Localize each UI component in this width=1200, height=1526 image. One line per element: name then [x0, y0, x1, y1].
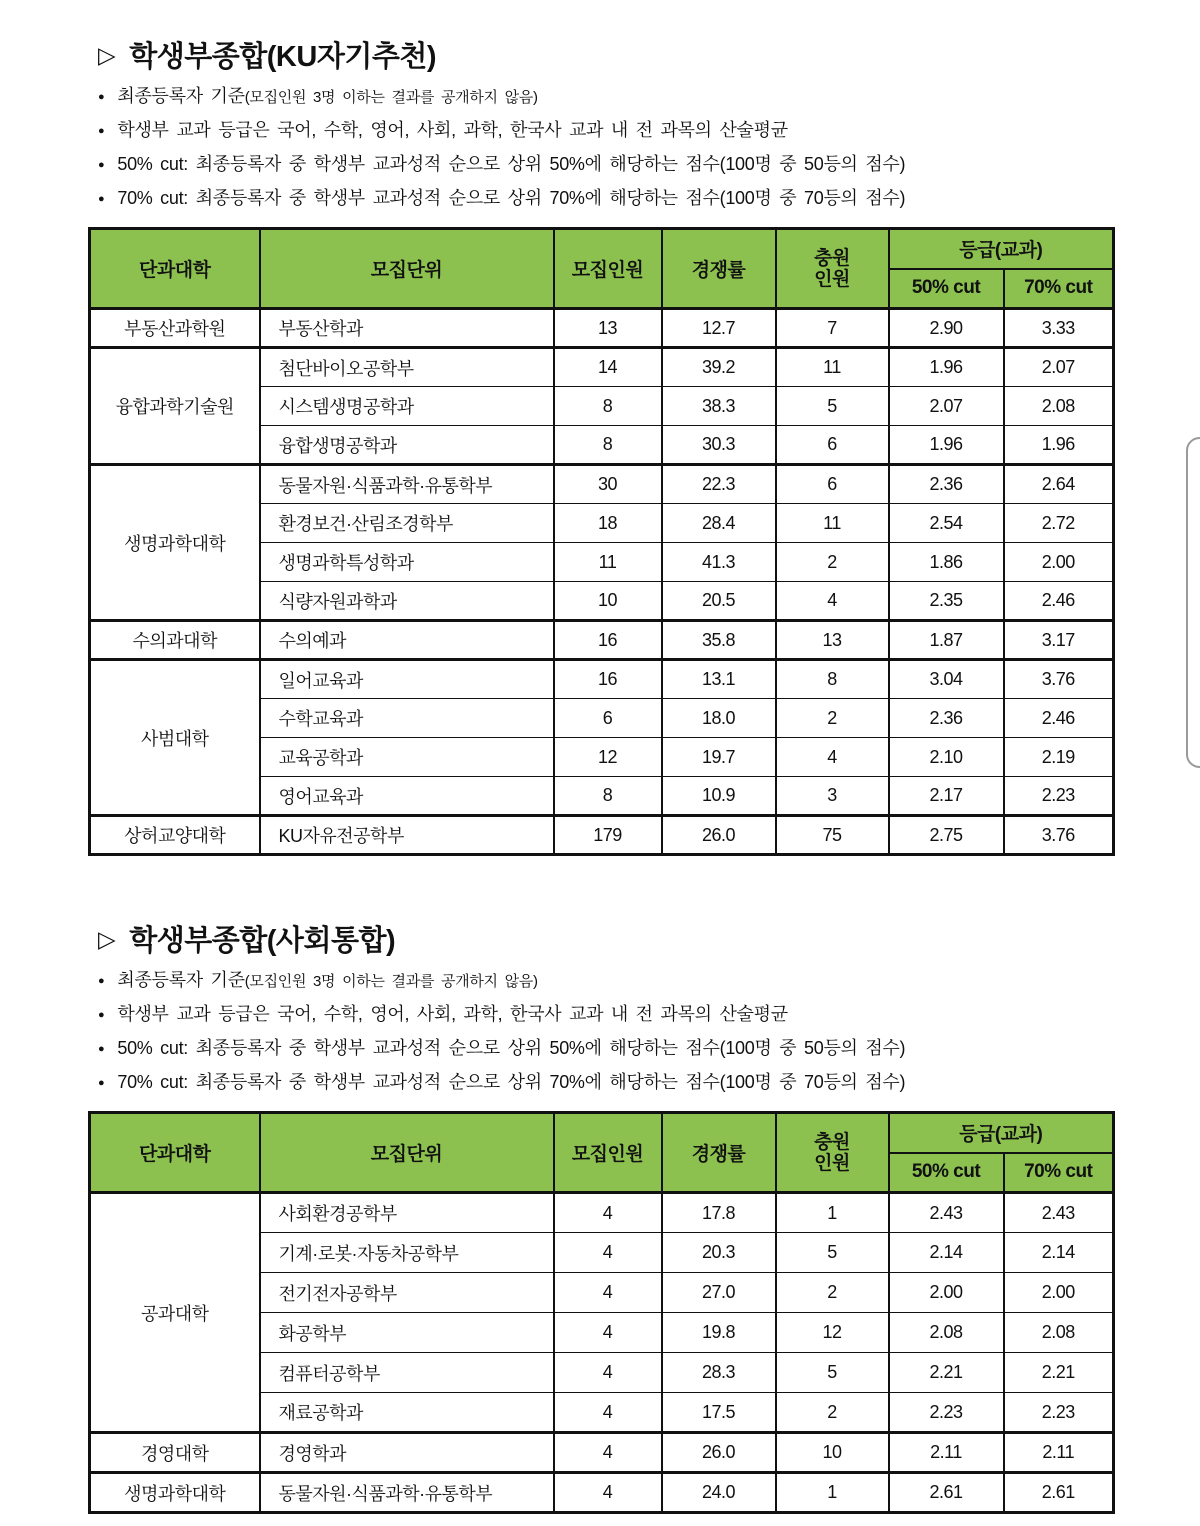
value-cell: 1.86 [889, 543, 1004, 582]
col-header-college: 단과대학 [90, 1113, 260, 1193]
section-ku-self-recommendation [0, 34, 1200, 856]
value-cell: 6 [776, 426, 889, 465]
value-cell: 18.0 [662, 699, 776, 738]
unit-cell: 수의예과 [260, 621, 554, 660]
col-header-cut50: 50% cut [889, 269, 1004, 309]
value-cell: 12 [554, 738, 662, 777]
value-cell: 2.00 [889, 1273, 1004, 1313]
value-cell: 2.08 [1004, 1313, 1114, 1353]
table-row [90, 1433, 1114, 1473]
value-cell: 4 [554, 1313, 662, 1353]
table-row [90, 465, 1114, 504]
college-cell: 부동산과학원 [90, 309, 260, 348]
value-cell: 19.8 [662, 1313, 776, 1353]
section-social-integration [0, 918, 1200, 1514]
section-title [98, 918, 1200, 959]
section-title [98, 34, 1200, 75]
value-cell: 41.3 [662, 543, 776, 582]
bullet-item [98, 187, 1200, 212]
bullet-item [98, 85, 1200, 110]
bullet-list [98, 969, 1200, 1096]
value-cell: 13 [554, 309, 662, 348]
value-cell: 4 [554, 1393, 662, 1433]
college-cell: 생명과학대학 [90, 465, 260, 621]
col-header-college: 단과대학 [90, 229, 260, 309]
value-cell: 17.5 [662, 1393, 776, 1433]
value-cell: 3.76 [1004, 660, 1114, 699]
value-cell: 24.0 [662, 1473, 776, 1513]
value-cell: 2.08 [889, 1313, 1004, 1353]
col-header-cut70: 70% cut [1004, 269, 1114, 309]
value-cell: 19.7 [662, 738, 776, 777]
value-cell: 2.14 [1004, 1233, 1114, 1273]
unit-cell: 사회환경공학부 [260, 1193, 554, 1233]
col-header-cut70: 70% cut [1004, 1153, 1114, 1193]
value-cell: 20.5 [662, 582, 776, 621]
table-header [90, 229, 1114, 309]
col-header-ratio: 경쟁률 [662, 1113, 776, 1193]
value-cell: 2.21 [889, 1353, 1004, 1393]
college-cell: 수의과대학 [90, 621, 260, 660]
col-header-extra: 충원 인원 [776, 1113, 889, 1193]
value-cell: 2.14 [889, 1233, 1004, 1273]
value-cell: 5 [776, 1233, 889, 1273]
value-cell: 8 [776, 660, 889, 699]
value-cell: 2.07 [889, 387, 1004, 426]
col-header-grade-group: 등급(교과) [889, 229, 1114, 269]
bullet-text: 70% cut: 최종등록자 중 학생부 교과성적 순으로 상위 70%에 해당하는 점수(100명 중 70등의 점수) [117, 188, 906, 208]
value-cell: 2.23 [1004, 777, 1114, 816]
value-cell: 14 [554, 348, 662, 387]
value-cell: 30.3 [662, 426, 776, 465]
value-cell: 1.87 [889, 621, 1004, 660]
value-cell: 26.0 [662, 1433, 776, 1473]
value-cell: 6 [776, 465, 889, 504]
value-cell: 11 [776, 504, 889, 543]
bullet-item [98, 1071, 1200, 1096]
unit-cell: 환경보건·산림조경학부 [260, 504, 554, 543]
unit-cell: 융합생명공학과 [260, 426, 554, 465]
table-row [90, 348, 1114, 387]
unit-cell: 첨단바이오공학부 [260, 348, 554, 387]
value-cell: 2.19 [1004, 738, 1114, 777]
value-cell: 2.64 [1004, 465, 1114, 504]
college-cell: 융합과학기술원 [90, 348, 260, 465]
value-cell: 13 [776, 621, 889, 660]
unit-cell: 경영학과 [260, 1433, 554, 1473]
value-cell: 2.36 [889, 699, 1004, 738]
unit-cell: 수학교육과 [260, 699, 554, 738]
value-cell: 2.07 [1004, 348, 1114, 387]
value-cell: 6 [554, 699, 662, 738]
value-cell: 3.76 [1004, 816, 1114, 855]
unit-cell: 전기전자공학부 [260, 1273, 554, 1313]
value-cell: 2.10 [889, 738, 1004, 777]
bullet-icon: ● [98, 1043, 105, 1055]
value-cell: 12.7 [662, 309, 776, 348]
value-cell: 2.00 [1004, 1273, 1114, 1313]
value-cell: 2.35 [889, 582, 1004, 621]
table-body [90, 1193, 1114, 1513]
bullet-item [98, 119, 1200, 144]
unit-cell: 동물자원·식품과학·유통학부 [260, 465, 554, 504]
bullet-icon: ● [98, 91, 105, 103]
admissions-table-ku [88, 227, 1115, 856]
value-cell: 11 [554, 543, 662, 582]
value-cell: 8 [554, 426, 662, 465]
bullet-item [98, 1037, 1200, 1062]
bullet-icon: ● [98, 1077, 105, 1089]
table-row [90, 621, 1114, 660]
value-cell: 1.96 [1004, 426, 1114, 465]
college-cell: 생명과학대학 [90, 1473, 260, 1513]
value-cell: 1.96 [889, 426, 1004, 465]
col-header-grade-group: 등급(교과) [889, 1113, 1114, 1153]
unit-cell: 동물자원·식품과학·유통학부 [260, 1473, 554, 1513]
unit-cell: 화공학부 [260, 1313, 554, 1353]
bullet-icon: ● [98, 125, 105, 137]
value-cell: 2.17 [889, 777, 1004, 816]
value-cell: 28.4 [662, 504, 776, 543]
value-cell: 4 [554, 1273, 662, 1313]
value-cell: 16 [554, 621, 662, 660]
value-cell: 2.46 [1004, 582, 1114, 621]
value-cell: 2.61 [1004, 1473, 1114, 1513]
col-header-quota: 모집인원 [554, 229, 662, 309]
value-cell: 2.75 [889, 816, 1004, 855]
college-cell: 경영대학 [90, 1433, 260, 1473]
bullet-icon: ● [98, 1009, 105, 1021]
value-cell: 2.90 [889, 309, 1004, 348]
bullet-text: 70% cut: 최종등록자 중 학생부 교과성적 순으로 상위 70%에 해당하는 점수(100명 중 70등의 점수) [117, 1072, 906, 1092]
value-cell: 1.96 [889, 348, 1004, 387]
college-cell: 사범대학 [90, 660, 260, 816]
table-row [90, 816, 1114, 855]
value-cell: 3.33 [1004, 309, 1114, 348]
value-cell: 2.11 [1004, 1433, 1114, 1473]
bullet-list [98, 85, 1200, 212]
value-cell: 4 [554, 1353, 662, 1393]
value-cell: 2.72 [1004, 504, 1114, 543]
admissions-table-social [88, 1111, 1115, 1514]
value-cell: 26.0 [662, 816, 776, 855]
section-title-text: 학생부종합(사회통합) [129, 925, 396, 957]
unit-cell: KU자유전공학부 [260, 816, 554, 855]
col-header-unit: 모집단위 [260, 229, 554, 309]
value-cell: 179 [554, 816, 662, 855]
value-cell: 4 [554, 1433, 662, 1473]
value-cell: 30 [554, 465, 662, 504]
col-header-cut50: 50% cut [889, 1153, 1004, 1193]
bullet-item [98, 153, 1200, 178]
value-cell: 3 [776, 777, 889, 816]
bullet-text-small: (모집인원 3명 이하는 결과를 공개하지 않음) [244, 89, 538, 106]
unit-cell: 일어교육과 [260, 660, 554, 699]
unit-cell: 재료공학과 [260, 1393, 554, 1433]
bullet-text: 최종등록자 기준(모집인원 3명 이하는 결과를 공개하지 않음) [117, 86, 538, 106]
col-header-quota: 모집인원 [554, 1113, 662, 1193]
unit-cell: 부동산학과 [260, 309, 554, 348]
value-cell: 10 [776, 1433, 889, 1473]
value-cell: 4 [554, 1233, 662, 1273]
value-cell: 2.23 [1004, 1393, 1114, 1433]
value-cell: 75 [776, 816, 889, 855]
value-cell: 2.23 [889, 1393, 1004, 1433]
value-cell: 4 [554, 1473, 662, 1513]
value-cell: 38.3 [662, 387, 776, 426]
scrollbar-thumb[interactable] [1186, 437, 1200, 768]
value-cell: 2 [776, 1273, 889, 1313]
unit-cell: 컴퓨터공학부 [260, 1353, 554, 1393]
unit-cell: 기계·로봇·자동차공학부 [260, 1233, 554, 1273]
table-body [90, 309, 1114, 855]
value-cell: 35.8 [662, 621, 776, 660]
value-cell: 2.43 [1004, 1193, 1114, 1233]
bullet-text: 최종등록자 기준(모집인원 3명 이하는 결과를 공개하지 않음) [117, 970, 538, 990]
triangle-marker-icon: ▷ [98, 42, 116, 68]
bullet-icon: ● [98, 975, 105, 987]
value-cell: 39.2 [662, 348, 776, 387]
table-row [90, 1473, 1114, 1513]
bullet-item [98, 969, 1200, 994]
bullet-text: 50% cut: 최종등록자 중 학생부 교과성적 순으로 상위 50%에 해당하는 점수(100명 중 50등의 점수) [117, 1038, 906, 1058]
value-cell: 2.00 [1004, 543, 1114, 582]
value-cell: 4 [776, 738, 889, 777]
value-cell: 10 [554, 582, 662, 621]
college-cell: 공과대학 [90, 1193, 260, 1433]
value-cell: 27.0 [662, 1273, 776, 1313]
value-cell: 1 [776, 1193, 889, 1233]
value-cell: 2.21 [1004, 1353, 1114, 1393]
section-title-text: 학생부종합(KU자기추천) [129, 41, 437, 73]
table-row [90, 309, 1114, 348]
value-cell: 2.43 [889, 1193, 1004, 1233]
unit-cell: 영어교육과 [260, 777, 554, 816]
value-cell: 10.9 [662, 777, 776, 816]
bullet-text: 학생부 교과 등급은 국어, 수학, 영어, 사회, 과학, 한국사 교과 내 전 과목의 산술평균 [117, 1004, 788, 1024]
value-cell: 3.17 [1004, 621, 1114, 660]
table-row [90, 1193, 1114, 1233]
value-cell: 5 [776, 1353, 889, 1393]
value-cell: 12 [776, 1313, 889, 1353]
value-cell: 13.1 [662, 660, 776, 699]
unit-cell: 생명과학특성학과 [260, 543, 554, 582]
bullet-text: 50% cut: 최종등록자 중 학생부 교과성적 순으로 상위 50%에 해당하는 점수(100명 중 50등의 점수) [117, 154, 906, 174]
unit-cell: 식량자원과학과 [260, 582, 554, 621]
value-cell: 17.8 [662, 1193, 776, 1233]
value-cell: 4 [776, 582, 889, 621]
bullet-icon: ● [98, 193, 105, 205]
value-cell: 11 [776, 348, 889, 387]
table-header [90, 1113, 1114, 1193]
value-cell: 2.11 [889, 1433, 1004, 1473]
college-cell: 상허교양대학 [90, 816, 260, 855]
value-cell: 8 [554, 387, 662, 426]
value-cell: 2 [776, 1393, 889, 1433]
value-cell: 20.3 [662, 1233, 776, 1273]
value-cell: 7 [776, 309, 889, 348]
col-header-ratio: 경쟁률 [662, 229, 776, 309]
value-cell: 3.04 [889, 660, 1004, 699]
value-cell: 2.46 [1004, 699, 1114, 738]
bullet-item [98, 1003, 1200, 1028]
triangle-marker-icon: ▷ [98, 926, 116, 952]
value-cell: 2.61 [889, 1473, 1004, 1513]
value-cell: 1 [776, 1473, 889, 1513]
col-header-extra: 충원 인원 [776, 229, 889, 309]
value-cell: 16 [554, 660, 662, 699]
value-cell: 2 [776, 699, 889, 738]
value-cell: 4 [554, 1193, 662, 1233]
value-cell: 8 [554, 777, 662, 816]
value-cell: 2.36 [889, 465, 1004, 504]
value-cell: 2 [776, 543, 889, 582]
bullet-icon: ● [98, 159, 105, 171]
col-header-unit: 모집단위 [260, 1113, 554, 1193]
bullet-text: 학생부 교과 등급은 국어, 수학, 영어, 사회, 과학, 한국사 교과 내 전 과목의 산술평균 [117, 120, 788, 140]
table-row [90, 660, 1114, 699]
value-cell: 28.3 [662, 1353, 776, 1393]
unit-cell: 교육공학과 [260, 738, 554, 777]
unit-cell: 시스템생명공학과 [260, 387, 554, 426]
bullet-text-small: (모집인원 3명 이하는 결과를 공개하지 않음) [244, 973, 538, 990]
value-cell: 2.08 [1004, 387, 1114, 426]
value-cell: 5 [776, 387, 889, 426]
value-cell: 2.54 [889, 504, 1004, 543]
value-cell: 22.3 [662, 465, 776, 504]
value-cell: 18 [554, 504, 662, 543]
